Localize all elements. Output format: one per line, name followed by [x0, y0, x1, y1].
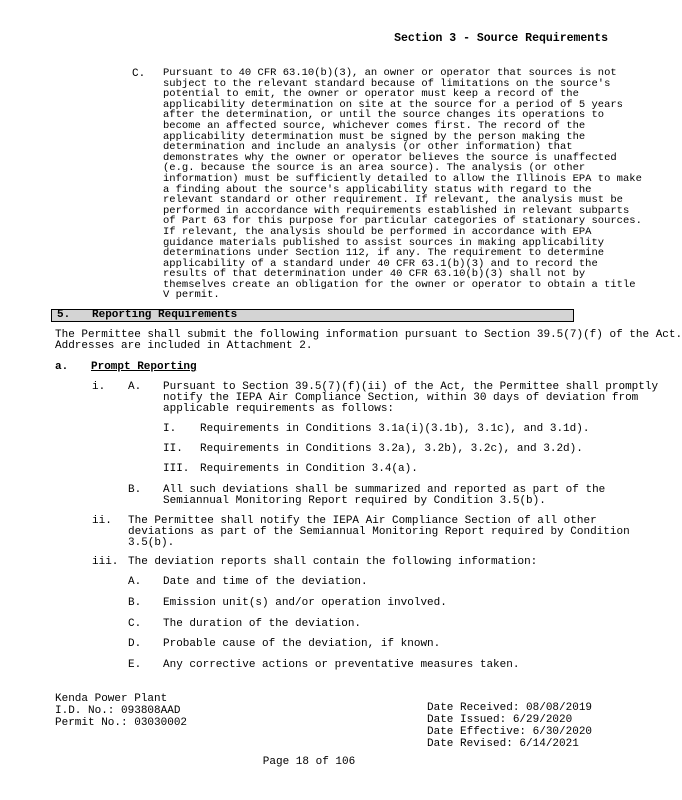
list-item-i-label: I. [163, 423, 177, 435]
item-c-label: C. [132, 68, 146, 80]
deviation-item-e-text: Any corrective actions or preventative measures taken. [163, 659, 520, 671]
intro-line-1: The Permittee shall submit the following information pursuant to Section 39.5(7)(f) of the Act. [55, 329, 682, 341]
footer-permit-no: Permit No.: 03030002 [55, 717, 188, 729]
deviation-item-d-label: D. [128, 638, 142, 650]
item-c-line: results of that determination under 40 CFR 63.10(b)(3) shall not by [163, 268, 586, 281]
item-ii-line-2: deviations as part of the Semiannual Monitoring Report required by Condition [128, 526, 630, 538]
item-ii-line-1: The Permittee shall notify the IEPA Air Compliance Section of all other [128, 515, 597, 527]
item-ii-label: ii. [92, 515, 112, 527]
list-item-iii-text: Requirements in Condition 3.4(a). [200, 463, 418, 475]
deviation-item-c-label: C. [128, 618, 142, 630]
sub-a-label: a. [55, 361, 69, 373]
footer-date-revised: Date Revised: 6/14/2021 [427, 738, 579, 750]
item-c-line: guidance materials published to assist sources in making applicability [163, 236, 605, 249]
item-c-line: a finding about the source's applicability status with regard to the [163, 183, 592, 196]
deviation-item-d-text: Probable cause of the deviation, if known. [163, 638, 441, 650]
item-c-line: Pursuant to 40 CFR 63.10(b)(3), an owner or operator that sources is not [163, 67, 617, 79]
deviation-item-a-label: A. [128, 576, 142, 588]
item-i-b-line-1: All such deviations shall be summarized and reported as part of the [163, 484, 606, 496]
item-c-line: become an affected source, whichever comes first. The record of the [163, 119, 586, 132]
item-i-a-label: A. [128, 381, 142, 393]
item-c-line: demonstrates why the owner or operator believes the source is unaffected [163, 151, 617, 164]
item-i-a-line-1: Pursuant to Section 39.5(7)(f)(ii) of the Act, the Permittee shall promptly [163, 381, 659, 393]
item-c-line: performed in accordance with requirements established in relevant subparts [163, 204, 630, 217]
footer-date-received: Date Received: 08/08/2019 [427, 702, 593, 714]
item-c-line: applicability determination on site at the source for a period of 5 years [163, 98, 623, 111]
item-c-line: after the determination, or until the source changes its operations to [163, 109, 605, 122]
section-5-number: 5. [57, 309, 71, 321]
deviation-item-b-label: B. [128, 597, 142, 609]
item-c-line: of Part 63 for this purpose for particular categories of stationary sources. [163, 215, 642, 228]
item-c-line: (e.g. because the source is an area source). The analysis (or other [163, 162, 586, 175]
page-header: Section 3 - Source Requirements [394, 32, 608, 45]
item-c-line: determinations under Section 112, if any. The requirement to determine [163, 247, 605, 260]
footer-id-no: I.D. No.: 093808AAD [55, 705, 181, 717]
intro-line-2: Addresses are included in Attachment 2. [55, 340, 313, 352]
page-number: Page 18 of 106 [262, 756, 356, 768]
list-item-iii-label: III. [163, 463, 190, 475]
item-i-a-line-3: applicable requirements as follows: [163, 403, 395, 415]
item-i-b-line-2: Semiannual Monitoring Report required by Condition 3.5(b). [163, 495, 546, 507]
item-c-line: information) must be sufficiently detailed to allow the Illinois EPA to make [163, 172, 642, 185]
footer-left [55, 693, 187, 729]
item-c-line: subject to the relevant standard because of limitations on the source's [163, 77, 611, 90]
footer-date-issued: Date Issued: 6/29/2020 [427, 714, 573, 726]
section-5-title: Reporting Requirements [92, 309, 238, 321]
sub-a-title: Prompt Reporting [91, 361, 197, 373]
item-c-paragraph [163, 67, 642, 302]
footer-plant: Kenda Power Plant [55, 693, 168, 705]
deviation-item-e-label: E. [128, 659, 142, 671]
item-c-line: potential to emit, the owner or operator must keep a record of the [163, 88, 579, 101]
deviation-item-b-text: Emission unit(s) and/or operation involved. [163, 597, 447, 609]
item-c-line: determination and include an analysis (or other information) that [163, 141, 573, 154]
item-c-line: If relevant, the analysis should be performed in accordance with EPA [163, 225, 592, 238]
section-5-bar [51, 309, 574, 322]
item-c-line: relevant standard or other requirement. If relevant, the analysis must be [163, 194, 623, 207]
item-c-line: applicability of a standard under 40 CFR 63.1(b)(3) and to record the [163, 257, 598, 270]
item-ii-line-3: 3.5(b). [128, 537, 175, 549]
footer-date-effective: Date Effective: 6/30/2020 [427, 726, 593, 738]
deviation-item-c-text: The duration of the deviation. [163, 618, 362, 630]
list-item-ii-text: Requirements in Conditions 3.2a), 3.2b), 3.2c), and 3.2d). [200, 443, 583, 455]
item-c-line: themselves create an obligation for the owner or operator to obtain a title [163, 278, 636, 291]
item-i-b-label: B. [128, 484, 142, 496]
item-iii-text: The deviation reports shall contain the following information: [128, 556, 538, 568]
footer-right [427, 702, 592, 750]
item-iii-label: iii. [92, 556, 119, 568]
item-i-label: i. [92, 381, 106, 393]
item-c-line: V permit. [163, 289, 220, 302]
item-i-a-line-2: notify the IEPA Air Compliance Section, within 30 days of deviation from [163, 392, 639, 404]
list-item-ii-label: II. [163, 443, 183, 455]
deviation-item-a-text: Date and time of the deviation. [163, 576, 368, 588]
list-item-i-text: Requirements in Conditions 3.1a(i)(3.1b), 3.1c), and 3.1d). [200, 423, 590, 435]
item-c-line: applicability determination must be signed by the person making the [163, 130, 586, 143]
